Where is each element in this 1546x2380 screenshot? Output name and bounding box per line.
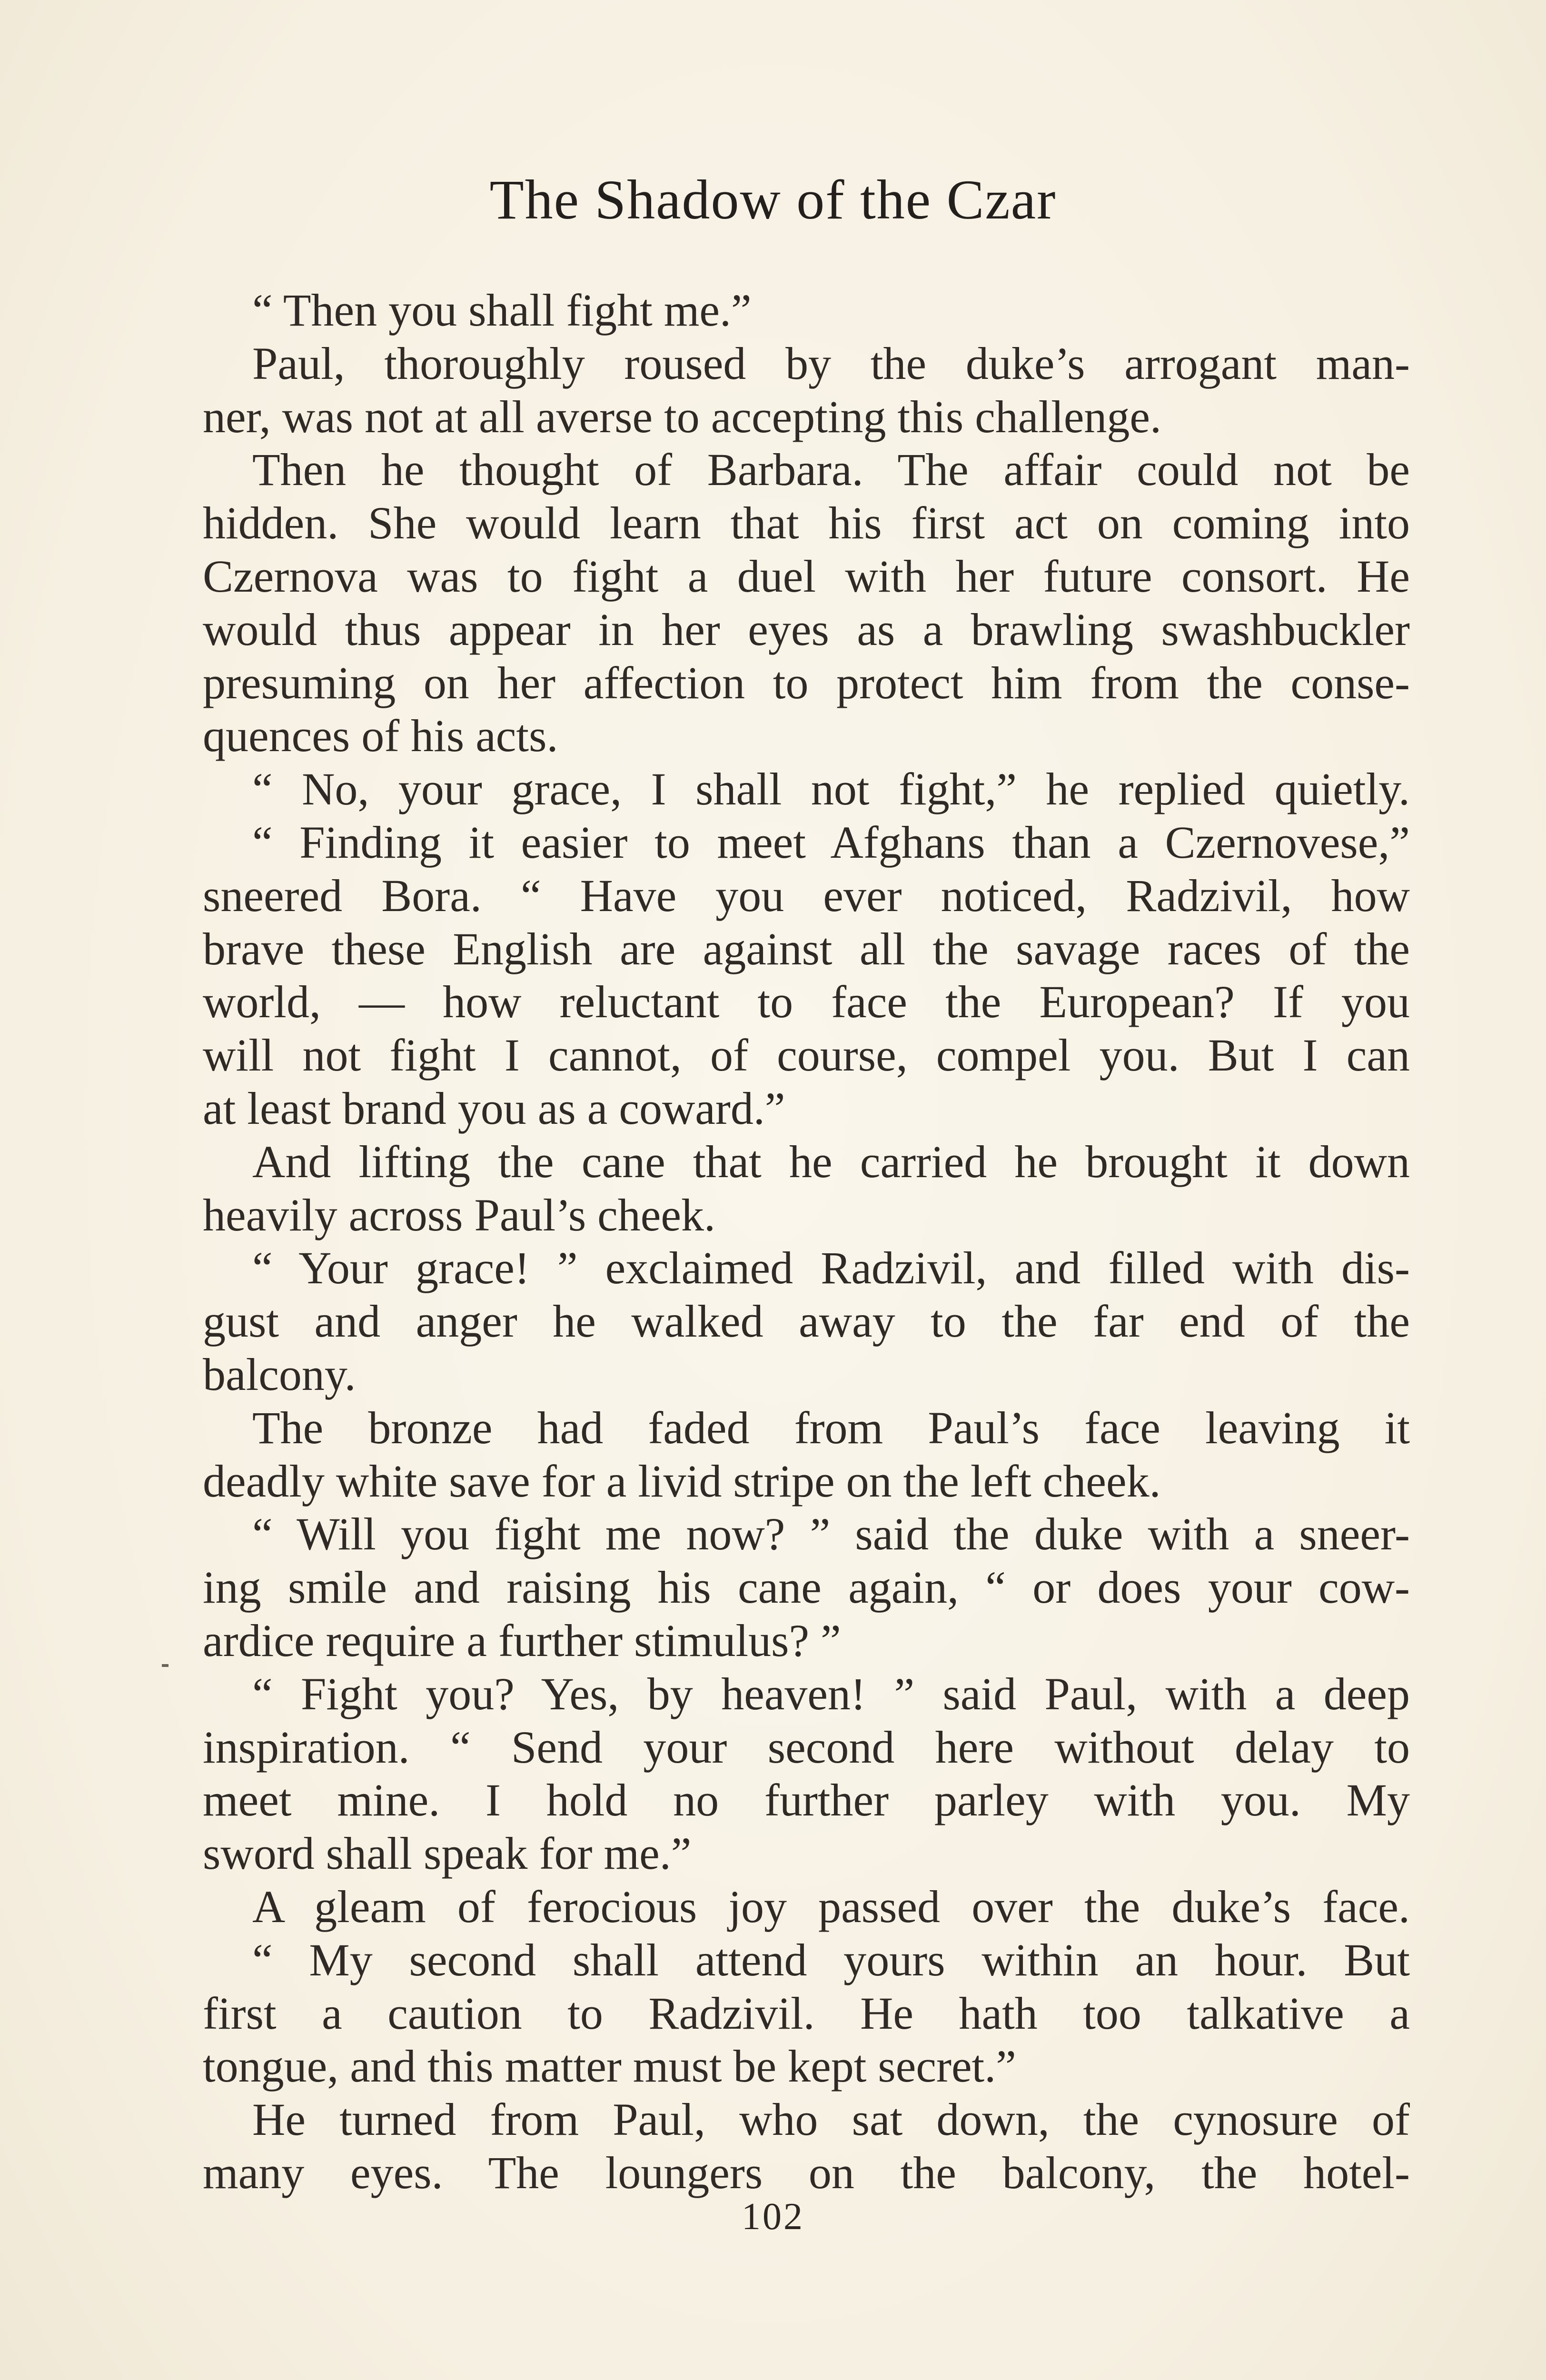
text-line: ardice require a further stimulus? ”	[203, 1615, 841, 1666]
text-line: ing smile and raising his cane again, “ or does your cow-	[203, 1562, 1410, 1613]
running-head: The Shadow of the Czar	[489, 169, 1057, 231]
text-line: “ Finding it easier to meet Afghans than a Czernovese,”	[252, 816, 1410, 868]
text-line: “ Will you fight me now? ” said the duke with a sneer-	[252, 1508, 1410, 1560]
margin-mark	[162, 1664, 168, 1667]
text-line: brave these English are against all the savage races of the	[203, 923, 1410, 974]
text-line: hidden. She would learn that his first act on coming into	[203, 497, 1410, 549]
text-line: tongue, and this matter must be kept secret.”	[203, 2041, 1016, 2092]
text-line: And lifting the cane that he carried he brought it down	[252, 1136, 1410, 1187]
text-line: world, — how reluctant to face the European? If you	[203, 976, 1410, 1028]
text-line: “ No, your grace, I shall not fight,” he replied quietly.	[252, 764, 1410, 815]
text-line: deadly white save for a livid stripe on the left cheek.	[203, 1455, 1161, 1507]
text-line: quences of his acts.	[203, 710, 558, 762]
text-line: “ My second shall attend yours within an hour. But	[252, 1934, 1410, 1985]
text-line: He turned from Paul, who sat down, the cynosure of	[252, 2094, 1410, 2145]
text-line: ner, was not at all averse to accepting this challenge.	[203, 391, 1162, 442]
text-line: Paul, thoroughly roused by the duke’s arrogant man-	[252, 337, 1410, 389]
text-line: meet mine. I hold no further parley with you. My	[203, 1775, 1410, 1826]
body-text	[203, 284, 1410, 2200]
page-number: 102	[742, 2196, 804, 2238]
text-line: The bronze had faded from Paul’s face leaving it	[252, 1402, 1410, 1453]
text-line: will not fight I cannot, of course, compel you. But I can	[203, 1030, 1410, 1081]
text-line: at least brand you as a coward.”	[203, 1082, 785, 1134]
text-line: sword shall speak for me.”	[203, 1828, 692, 1879]
text-line: “ Fight you? Yes, by heaven! ” said Paul, with a deep	[252, 1668, 1410, 1719]
text-line: balcony.	[203, 1349, 356, 1400]
text-line: would thus appear in her eyes as a brawling swashbuckler	[203, 604, 1410, 655]
text-line: sneered Bora. “ Have you ever noticed, Radzivil, how	[203, 870, 1410, 921]
text-line: Then he thought of Barbara. The affair could not be	[252, 444, 1410, 496]
text-line: many eyes. The loungers on the balcony, the hotel-	[203, 2147, 1410, 2198]
text-line: A gleam of ferocious joy passed over the duke’s face.	[252, 1881, 1410, 1932]
text-line: “ Then you shall fight me.”	[252, 285, 752, 336]
text-line: Czernova was to fight a duel with her future consort. He	[203, 550, 1410, 602]
text-line: presuming on her affection to protect him from the conse-	[203, 657, 1410, 708]
text-line: inspiration. “ Send your second here without delay to	[203, 1721, 1410, 1773]
text-line: gust and anger he walked away to the far end of the	[203, 1296, 1410, 1347]
text-line: “ Your grace! ” exclaimed Radzivil, and filled with dis-	[252, 1242, 1410, 1294]
text-line: heavily across Paul’s cheek.	[203, 1189, 715, 1240]
text-line: first a caution to Radzivil. He hath too talkative a	[203, 1987, 1410, 2039]
